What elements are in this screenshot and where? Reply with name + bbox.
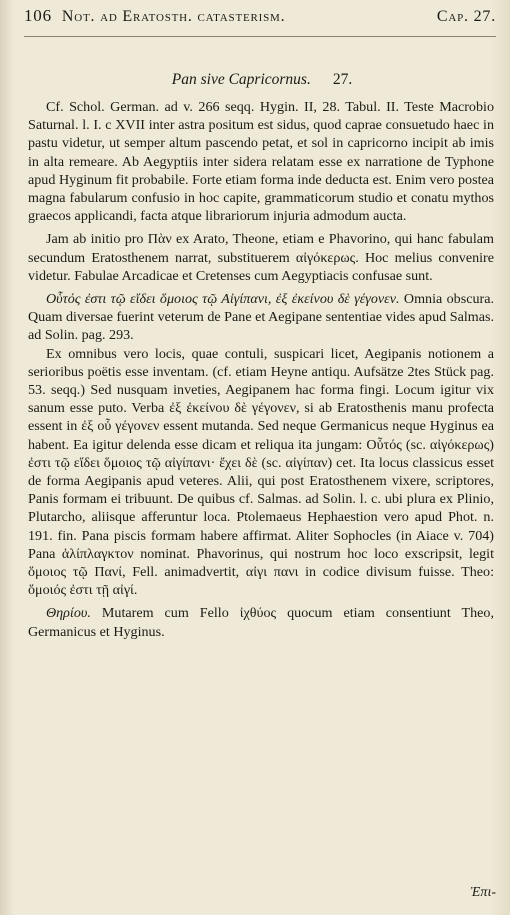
running-head: [24, 6, 496, 37]
paragraph-2: Jam ab initio pro Πὰν ex Arato, Theone, etiam e Phavorino, qui hanc fabulam secundum Eratosthenem narrat, substituerem αἰγόκερως. Hoc melius convenire videtur. Fabulae Arcadicae et Cretenses cum Aegyptiacis confusae sunt.: [28, 231, 494, 284]
paragraph-3-text: Omnia obscura. Quam diversae fuerint veterum de Pane et Aegipane sententiae vides apud Salmas. ad Solin. pag. 293.: [28, 291, 494, 344]
section-heading: [28, 71, 496, 91]
paragraph-3: [28, 290, 494, 345]
paragraph-5: [28, 604, 494, 640]
catchword: Ἐπι-: [470, 885, 496, 900]
paragraph-5-text: Mutarem cum Fello ἰχθύος quocum etiam consentiunt Theo, Germanicus et Hyginus.: [28, 605, 494, 640]
body-text: [28, 98, 496, 641]
paragraph-1: Cf. Schol. German. ad v. 266 seqq. Hygin. II, 28. Tabul. II. Teste Macrobio Saturnal. l. I. c XVII inter astra positum est sidus, quod caprae consuetudo haec in pastu videtur, ut semper altum pascendo petat, et sol in capricorno incipit ab imis in alta remeare. Ab Aegyptiis inter sidera relatam esse ex narratione de Typhone apud Hyginum fit probabile. Forte etiam forma inde deducta est. Enim vero postea magna fabularum confusio in hoc capite, grammaticorum studio et conatu mythos graecos applicandi, facta atque librariorum injuria admodum aucta.: [28, 99, 494, 225]
section-title: Pan sive Capricornus.: [171, 71, 311, 88]
section-number: 27.: [332, 71, 353, 88]
running-title: Not. ad Eratosth. catasterism.: [61, 8, 286, 25]
page-number: 106: [24, 6, 52, 25]
chapter-label: Cap. 27.: [436, 8, 496, 25]
lemma-greek: Οὗτός ἐστι τῷ εἴδει ὅμοιος τῷ Αἰγίπανι, ἐξ ἐκείνου δὲ γέγονεν.: [46, 291, 400, 308]
lemma-greek-2: Θηρίου.: [46, 605, 91, 622]
paragraph-4: Ex omnibus vero locis, quae contuli, suspicari licet, Aegipanis notionem a serioribus poëtis esse inventam. (cf. etiam Heyne antiqu. Aufsätze 2tes Stück pag. 53. seqq.) Sed nusquam inveties, Aegipanem hac forma fingi. Locum igitur vix sanum esse puto. Verba ἐξ ἐκείνου δὲ γέγονεν, si ab Eratosthenis manu profecta essent in ἐξ οὗ γέγονεν essent mutanda. Sed neque Germanicus neque Hyginus ea habent. Ea igitur delenda esse dicam et reliqua ita jungam: Οὗτός (sc. αἰγόκερως) ἐστι τῷ εἴδει ὅμοιος τῷ αἰγίπανι· ἔχει δὲ (sc. αἰγίπαν) cet. Ita locus classicus esset de forma Aegipanis apud veteres. Alii, qui post Eratosthenem vixere, scriptores, Panis formam ei tribuunt. De quibus cf. Salmas. ad Solin. l. c. ubi plura ex Plinio, Plutarcho, aliisque afferuntur loca. Ptolemaeus Hephaestion vero apud Phot. n. 191. fin. Pana piscis formam habere affirmat. Aliter Sophocles (in Aiace v. 704) Pana ἁλίπλαγκτον nominat. Phavorinus, qui nostrum hoc loco exscripsit, legit ὅμοιος τῷ Πανί, Fell. animadvertit, αἰγι πανι in codice divisum fuisse. Theo: ὅμοιός ἐστι τῇ αἰγί.: [28, 345, 494, 599]
